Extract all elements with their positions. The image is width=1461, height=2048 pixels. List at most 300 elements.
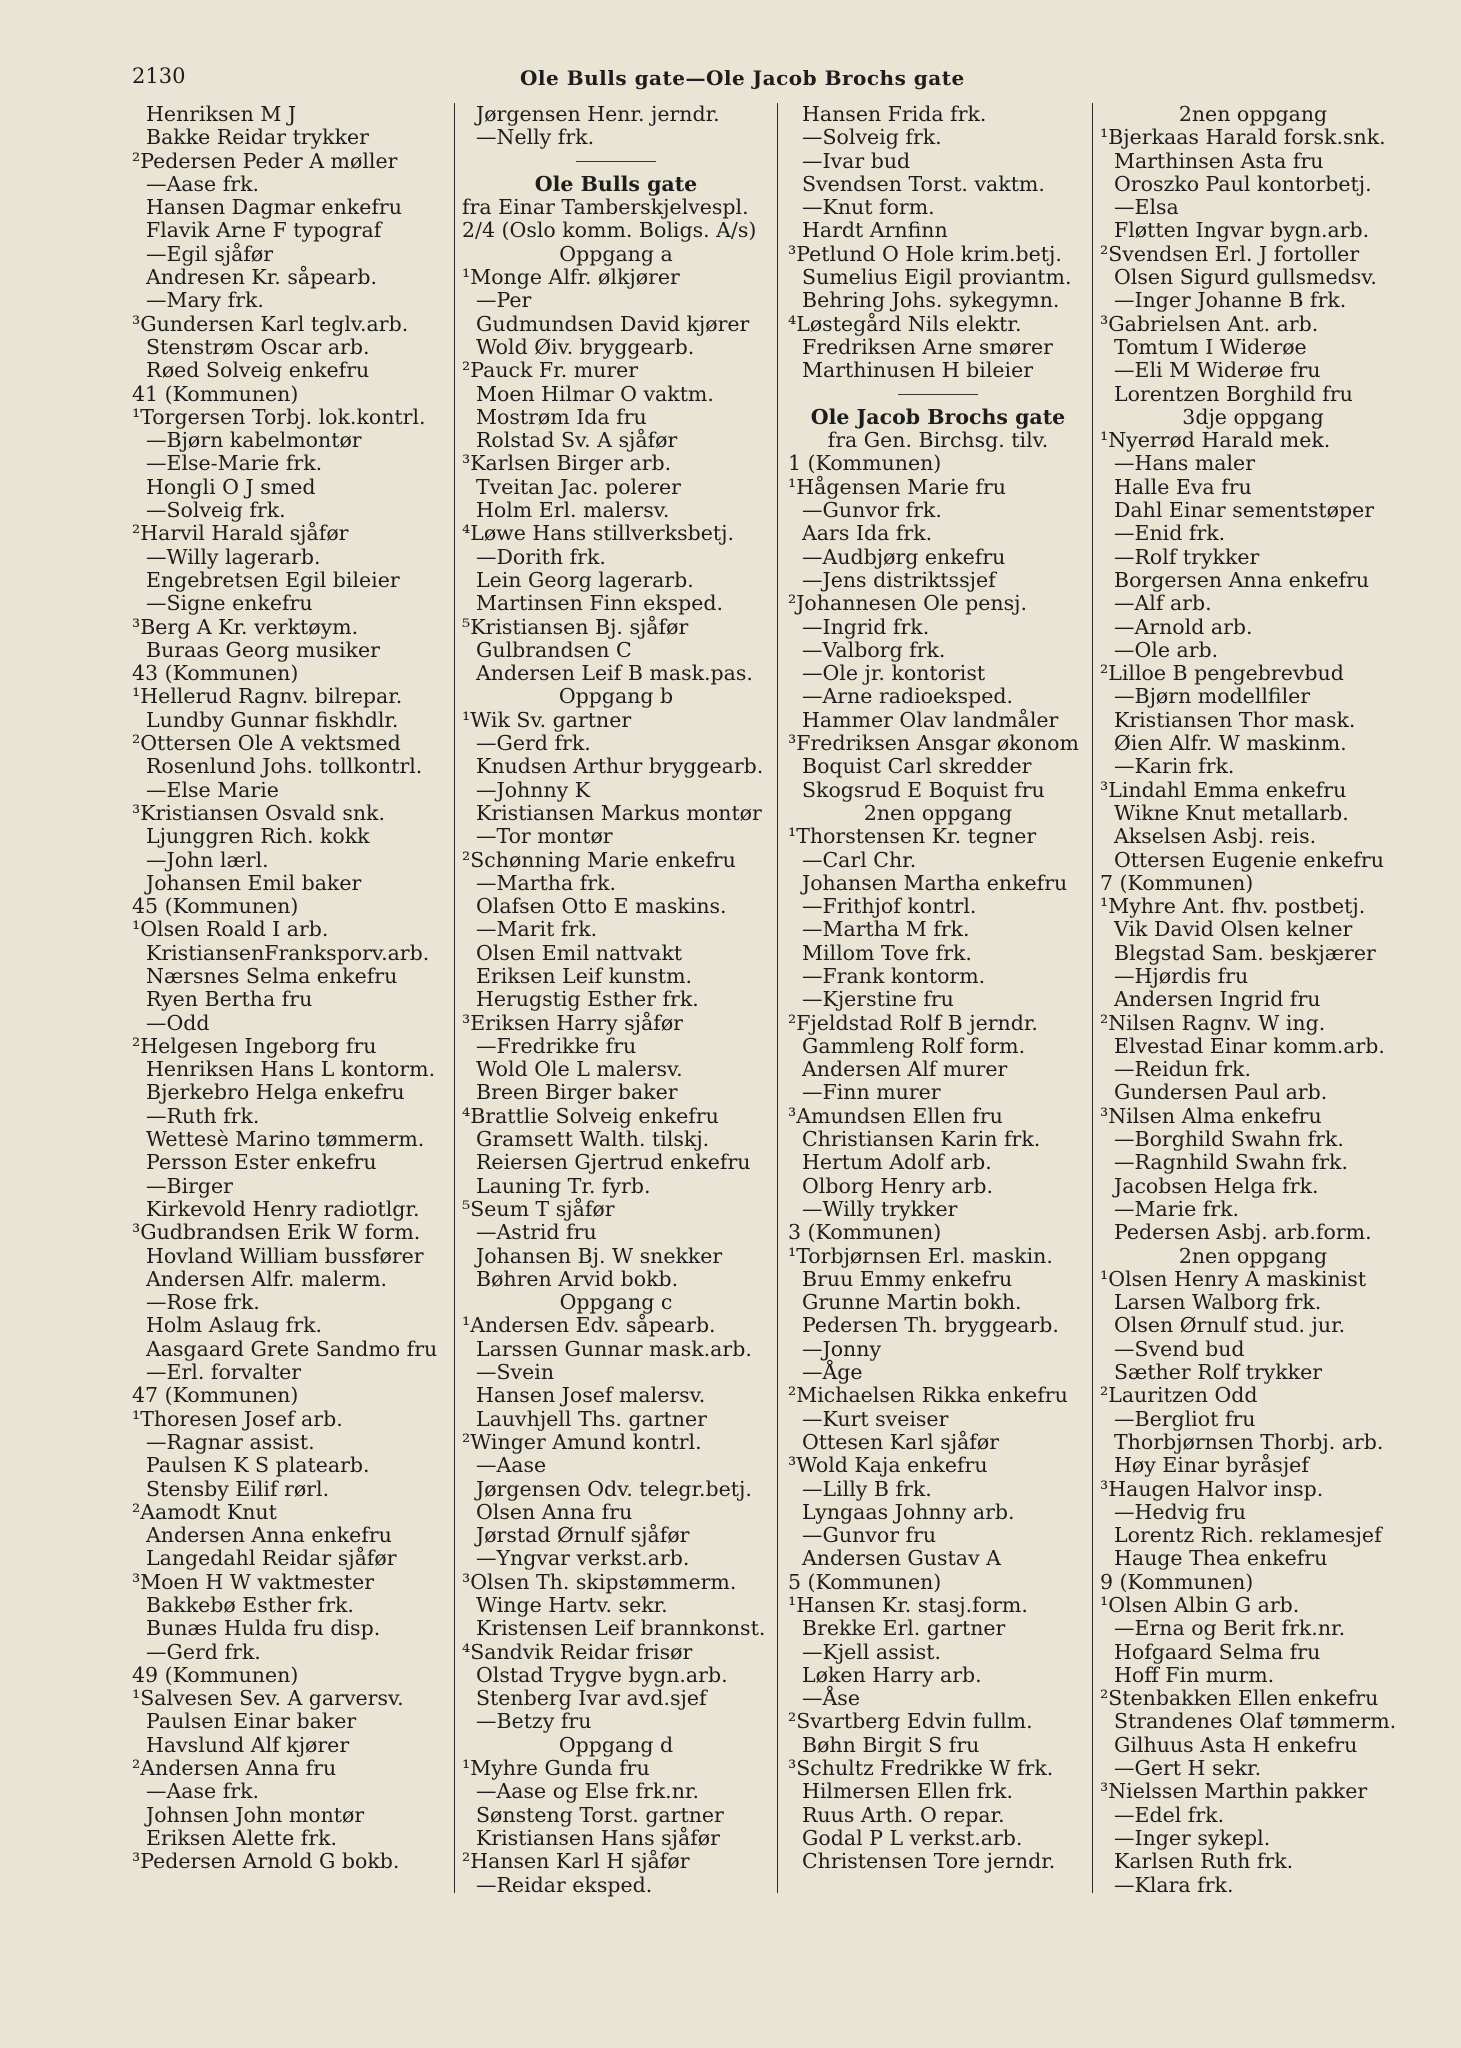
resident-entry: Hansen Dagmar enkefru [146,195,402,220]
resident-entry: Elvestad Einar komm.arb. [1114,1033,1385,1058]
resident-entry: Johansen Martha enkefru [802,870,1068,895]
resident-entry: Hoff Fin murm. [1114,1662,1275,1687]
resident-entry: —Erna og Berit frk.nr. [1114,1616,1346,1641]
resident-entry: Sønsteng Torst. gartner [476,1802,724,1827]
resident-entry: —Valborg frk. [802,637,946,662]
resident-entry: ³Pedersen Arnold G bokb. [132,1849,400,1874]
resident-entry: Eriksen Alette frk. [146,1825,338,1850]
house-number: 41 (Kommunen) [132,381,299,406]
resident-entry: Hertum Adolf arb. [802,1150,992,1175]
resident-entry: —Astrid fru [476,1220,597,1245]
resident-entry: ¹Bjerkaas Harald forsk.snk. [1100,125,1386,150]
resident-entry: —Per [476,288,532,313]
resident-entry: —Ragnar assist. [146,1429,315,1454]
resident-entry: ²Hansen Karl H sjåfør [462,1849,690,1874]
resident-entry: Hansen Josef malersv. [476,1383,706,1408]
resident-entry: —Else-Marie frk. [146,451,323,476]
resident-entry: ¹Olsen Albin G arb. [1100,1593,1300,1617]
resident-entry: ³Eriksen Harry sjåfør [462,1010,683,1035]
resident-entry: ⁴Løwe Hans stillverksbetj. [462,521,734,546]
resident-entry: Oroszko Paul kontorbetj. [1114,171,1372,196]
resident-entry: —Frank kontorm. [802,963,986,988]
resident-entry: —Aase frk. [146,1779,260,1804]
resident-entry: ³Kristiansen Osvald snk. [132,800,385,825]
resident-entry: Christensen Tore jerndr. [802,1849,1056,1874]
resident-entry: Bruu Emmy enkefru [802,1266,1013,1291]
resident-entry: ¹Monge Alfr. ølkjører [462,265,680,290]
section-subheading: fra Gen. Birchsg. tilv. [827,428,1049,453]
resident-entry: ³Lindahl Emma enkefru [1100,777,1347,802]
resident-entry: Olsen Anna fru [476,1499,633,1524]
resident-entry: Andersen Gustav A [802,1546,1001,1571]
resident-entry: Olsen Sigurd gullsmedsv. [1114,265,1377,290]
resident-entry: Thorbjørnsen Thorbj. arb. [1114,1429,1384,1454]
house-number: 1 (Kommunen) [788,451,942,476]
resident-entry: ¹Hansen Kr. stasj.form. [788,1593,1028,1617]
resident-entry: Buraas Georg musiker [146,637,380,662]
resident-entry: Lyngaas Johnny arb. [802,1499,1015,1524]
section-subheading: 2nen oppgang [1178,102,1328,126]
resident-entry: ¹Torgersen Torbj. lok.kontrl. [132,404,426,429]
resident-entry: Olstad Trygve bygn.arb. [476,1662,728,1687]
resident-entry: ³Moen H W vaktmester [132,1569,375,1594]
resident-entry: —Borghild Swahn frk. [1114,1127,1344,1152]
resident-entry: Skogsrud E Boquist fru [802,777,1045,802]
column-3 [788,103,1088,1874]
resident-entry: —Frithjof kontrl. [802,894,977,919]
resident-entry: Rolstad Sv. A sjåfør [476,428,678,453]
resident-entry: Akselsen Asbj. reis. [1114,824,1317,849]
resident-entry: Grunne Martin bokh. [802,1290,1022,1315]
resident-entry: Bøhren Arvid bokb. [476,1266,679,1291]
resident-entry: ²Ottersen Ole A vektsmed [132,731,401,756]
column-divider [777,103,778,1893]
resident-entry: —Marie frk. [1114,1196,1240,1221]
resident-entry: Johansen Bj. W snekker [476,1243,723,1268]
resident-entry: Aasgaard Grete Sandmo fru [146,1336,438,1361]
resident-entry: Ottersen Eugenie enkefru [1114,847,1384,872]
resident-entry: Herugstig Esther frk. [476,987,699,1012]
resident-entry: —Svend bud [1114,1336,1245,1361]
resident-entry: Nærsnes Selma enkefru [146,963,398,988]
resident-entry: ²Lauritzen Odd [1100,1383,1258,1408]
resident-entry: Gramsett Walth. tilskj. [476,1127,710,1152]
resident-entry: Flavik Arne F typograf [146,218,382,243]
resident-entry: —Rolf trykker [1114,544,1260,569]
resident-entry: ³Nielssen Marthin pakker [1100,1779,1368,1804]
resident-entry: ²Nilsen Ragnv. W ing. [1100,1010,1326,1035]
resident-entry: —Solveig frk. [146,498,286,523]
resident-entry: ¹Salvesen Sev. A garversv. [132,1686,404,1711]
resident-entry: —Ingrid frk. [802,614,930,639]
house-number: 9 (Kommunen) [1100,1569,1254,1594]
resident-entry: Boquist Carl skredder [802,754,1032,779]
resident-entry: —Hans maler [1114,451,1255,476]
resident-entry: ³Gudbrandsen Erik W form. [132,1220,421,1245]
resident-entry: ³Karlsen Birger arb. [462,451,672,476]
resident-entry: ¹Thorstensen Kr. tegner [788,824,1037,849]
resident-entry: Mostrøm Ida fru [476,404,647,429]
resident-entry: Hovland William bussfører [146,1243,424,1268]
resident-entry: Fredriksen Arne smører [802,334,1053,359]
resident-entry: Knudsen Arthur bryggearb. [476,754,764,779]
resident-entry: ¹Olsen Roald I arb. [132,917,329,942]
resident-entry: Gulbrandsen C [476,637,632,662]
resident-entry: —Reidar eksped. [476,1872,653,1897]
resident-entry: —Audbjørg enkefru [802,544,1006,569]
resident-entry: —Marit frk. [476,917,598,942]
resident-entry: —Knut form. [802,195,935,220]
resident-entry: Brekke Erl. gartner [802,1616,1006,1641]
resident-entry: Kristiansen Hans sjåfør [476,1825,720,1850]
resident-entry: ²Harvil Harald sjåfør [132,521,349,546]
resident-entry: Løken Harry arb. [802,1662,982,1687]
resident-entry: —Erl. forvalter [146,1360,302,1385]
resident-entry: Langedahl Reidar sjåfør [146,1546,397,1571]
resident-entry: ¹Torbjørnsen Erl. maskin. [788,1243,1053,1268]
resident-entry: —Elsa [1114,195,1179,220]
resident-entry: —Ruth frk. [146,1103,260,1128]
resident-entry: ³Haugen Halvor insp. [1100,1476,1324,1501]
resident-entry: ⁵Seum T sjåfør [462,1196,615,1221]
house-number: 43 (Kommunen) [132,661,299,686]
resident-entry: —Mary frk. [146,288,264,313]
resident-entry: —Finn murer [802,1080,941,1105]
resident-entry: Hilmersen Ellen frk. [802,1779,1013,1804]
resident-entry: —Reidun frk. [1114,1057,1251,1082]
resident-entry: Lundby Gunnar fiskhdlr. [146,707,399,732]
resident-entry: —Birger [146,1173,233,1198]
resident-entry: Andersen Anna enkefru [146,1523,392,1548]
resident-entry: Olsen Emil nattvakt [476,940,683,965]
resident-entry: —Aase [476,1453,547,1478]
resident-entry: Havslund Alf kjører [146,1732,350,1757]
resident-entry: Olafsen Otto E maskins. [476,894,727,919]
resident-entry: Larssen Gunnar mask.arb. [476,1336,752,1361]
section-rule [788,383,1088,406]
resident-entry: Pedersen Th. bryggearb. [802,1313,1059,1338]
resident-entry: Larsen Walborg frk. [1114,1290,1322,1315]
resident-entry: ¹Thoresen Josef arb. [132,1406,343,1431]
resident-entry: —Rose frk. [146,1290,260,1315]
resident-entry: Johansen Emil baker [146,870,362,895]
resident-entry: —Klara frk. [1114,1872,1234,1897]
resident-entry: ³Olsen Th. skipstømmerm. [462,1569,737,1594]
house-number: 7 (Kommunen) [1100,870,1254,895]
resident-entry: Engebretsen Egil bileier [146,567,400,592]
resident-entry: ⁴Løstegård Nils elektr. [788,311,1022,336]
resident-entry: Wikne Knut metallarb. [1114,800,1349,825]
resident-entry: Lauvhjell Ths. gartner [476,1406,707,1431]
resident-entry: Kristiansen Markus montør [476,800,762,825]
resident-entry: Wold Ole L malersv. [476,1057,683,1082]
resident-entry: Stenberg Ivar avd.sjef [476,1686,707,1711]
resident-entry: Hofgaard Selma fru [1114,1639,1321,1664]
street-heading: Ole Bulls gate [534,171,698,196]
resident-entry: —Betzy fru [476,1709,592,1734]
resident-entry: Henriksen Hans L kontorm. [146,1057,436,1082]
section-subheading: Oppgang d [558,1732,674,1757]
resident-entry: ¹Andersen Edv. såpearb. [462,1313,716,1338]
resident-entry: —Fredrikke fru [476,1033,637,1058]
resident-entry: —Willy trykker [802,1196,958,1221]
resident-entry: Ryen Bertha fru [146,987,313,1012]
resident-entry: Hansen Frida frk. [802,102,987,126]
section-subheading: Oppgang a [559,241,673,266]
resident-entry: —Gunvor frk. [802,498,942,523]
resident-entry: Pedersen Asbj. arb.form. [1114,1220,1372,1245]
house-number: 3 (Kommunen) [788,1220,942,1245]
resident-entry: —Aase frk. [146,171,260,196]
section-subheading: Oppgang c [559,1290,673,1315]
resident-entry: Gudmundsen David kjører [476,311,750,336]
resident-entry: ²Lilloe B pengebrevbud [1100,661,1344,686]
resident-entry: —John lærl. [146,847,269,872]
resident-entry: Sumelius Eigil proviantm. [802,265,1072,290]
page-title: Ole Bulls gate—Ole Jacob Brochs gate [520,66,965,90]
resident-entry: ²Aamodt Knut [132,1499,277,1524]
resident-entry: ³Nilsen Alma enkefru [1100,1103,1322,1128]
resident-entry: Aars Ida frk. [802,521,933,546]
resident-entry: —Willy lagerarb. [146,544,321,569]
resident-entry: Andresen Kr. såpearb. [146,265,377,290]
resident-entry: ¹Hellerud Ragnv. bilrepar. [132,684,403,709]
resident-entry: ⁴Sandvik Reidar frisør [462,1639,693,1664]
resident-entry: Andersen Ingrid fru [1114,987,1321,1012]
resident-entry: ¹Wik Sv. gartner [462,707,632,732]
resident-entry: —Inger Johanne B frk. [1114,288,1347,313]
resident-entry: Tomtum I Widerøe [1114,334,1307,359]
resident-entry: ¹Hågensen Marie fru [788,474,1006,499]
resident-entry: —Martha frk. [476,870,617,895]
resident-entry: Marthinusen H bileier [802,358,1034,383]
resident-entry: —Karin frk. [1114,754,1235,779]
house-number: 5 (Kommunen) [788,1569,942,1594]
resident-entry: —Yngvar verkst.arb. [476,1546,690,1571]
resident-entry: Gammleng Rolf form. [802,1033,1026,1058]
resident-entry: Hauge Thea enkefru [1114,1546,1328,1571]
resident-entry: fra Einar Tamberskjelvespl. [462,195,749,220]
page-number: 2130 [132,64,186,88]
resident-entry: Ottesen Karl sjåfør [802,1429,1000,1454]
resident-entry: Godal P L verkst.arb. [802,1825,1023,1850]
resident-entry: ³Gabrielsen Ant. arb. [1100,311,1319,336]
resident-entry: Blegstad Sam. beskjærer [1114,940,1376,965]
resident-entry: ²Svartberg Edvin fullm. [788,1709,1033,1734]
resident-entry: —Else Marie [146,777,279,802]
resident-entry: Rosenlund Johs. tollkontrl. [146,754,423,779]
resident-entry: Lein Georg lagerarb. [476,567,694,592]
resident-entry: Eriksen Leif kunstm. [476,963,693,988]
resident-entry: —Bjørn modellfiler [1114,684,1311,709]
resident-entry: Olborg Henry arb. [802,1173,994,1198]
resident-entry: Christiansen Karin frk. [802,1127,1041,1152]
house-number: 47 (Kommunen) [132,1383,299,1408]
resident-entry: ²Stenbakken Ellen enkefru [1100,1686,1379,1711]
resident-entry: —Jonny [802,1336,882,1361]
resident-entry: —Åse [802,1686,860,1711]
resident-entry: —Kjell assist. [802,1639,942,1664]
resident-entry: Olsen Ørnulf stud. jur. [1114,1313,1346,1338]
resident-entry: Jacobsen Helga frk. [1114,1173,1319,1198]
resident-entry: Lorentzen Borghild fru [1114,381,1353,406]
resident-entry: ²Johannesen Ole pensj. [788,591,1027,616]
resident-entry: Wold Øiv. bryggearb. [476,334,695,359]
resident-entry: Andersen Alf murer [802,1057,1008,1082]
resident-entry: Ruus Arth. O repar. [802,1802,1005,1827]
column-4 [1100,103,1406,1897]
resident-entry: —Gert H sekr. [1114,1756,1262,1781]
resident-entry: ²Andersen Anna fru [132,1756,337,1781]
street-heading: Ole Jacob Brochs gate [810,404,1066,429]
resident-entry: —Hedvig fru [1114,1499,1246,1524]
resident-entry: Winge Hartv. sekr. [476,1593,668,1617]
resident-entry: Strandenes Olaf tømmerm. [1114,1709,1397,1734]
resident-entry: —Kurt sveiser [802,1406,949,1431]
resident-entry: Høy Einar byråsjef [1114,1453,1309,1478]
resident-entry: —Jens distriktssjef [802,567,996,592]
resident-entry: ²Svendsen Erl. J fortoller [1100,241,1360,266]
resident-entry: —Signe enkefru [146,591,313,616]
resident-entry: Jørstad Ørnulf sjåfør [476,1523,690,1548]
resident-entry: Holm Erl. malersv. [476,498,670,523]
resident-entry: —Ragnhild Swahn frk. [1114,1150,1348,1175]
resident-entry: Fløtten Ingvar bygn.arb. [1114,218,1370,243]
resident-entry: Jørgensen Odv. telegr.betj. [476,1476,752,1501]
resident-entry: —Lilly B frk. [802,1476,932,1501]
resident-entry: —Tor montør [476,824,613,849]
resident-entry: Borgersen Anna enkefru [1114,567,1370,592]
section-subheading: Oppgang b [558,684,674,709]
resident-entry: Hongli O J smed [146,474,316,499]
house-number: 2/4 (Oslo komm. Boligs. A/s) [462,218,757,243]
resident-entry: Ljunggren Rich. kokk [146,824,370,849]
resident-entry: —Gunvor fru [802,1523,937,1548]
resident-entry: ⁵Kristiansen Bj. sjåfør [462,614,689,639]
resident-entry: Røed Solveig enkefru [146,358,370,383]
resident-entry: ³Schultz Fredrikke W frk. [788,1756,1054,1781]
column-1 [132,103,454,1874]
resident-entry: —Gerd frk. [476,731,591,756]
resident-entry: Wettesè Marino tømmerm. [146,1127,425,1152]
resident-entry: Bunæs Hulda fru disp. [146,1616,381,1641]
resident-entry: ²Pedersen Peder A møller [132,148,398,173]
resident-entry: Jørgensen Henr. jerndr. [476,102,720,126]
resident-entry: ¹Myhre Gunda fru [462,1756,650,1781]
resident-entry: —Enid frk. [1114,521,1226,546]
house-number: 45 (Kommunen) [132,894,299,919]
resident-entry: Bakke Reidar trykker [146,125,369,150]
resident-entry: Kristiansen Thor mask. [1114,707,1356,732]
resident-entry: —Carl Chr. [802,847,917,872]
resident-entry: ⁴Brattlie Solveig enkefru [462,1103,719,1128]
resident-entry: ³Gundersen Karl teglv.arb. [132,311,409,336]
resident-entry: —Ivar bud [802,148,911,173]
resident-entry: —Alf arb. [1114,591,1212,616]
resident-entry: Hardt Arnfinn [802,218,948,243]
section-rule [462,150,770,173]
resident-entry: —Nelly frk. [476,125,595,150]
resident-entry: Johnsen John montør [146,1802,365,1827]
resident-entry: Svendsen Torst. vaktm. [802,171,1045,196]
resident-entry: Henriksen M J [146,102,297,126]
resident-entry: Øien Alfr. W maskinm. [1114,731,1347,756]
resident-entry: —Edel frk. [1114,1802,1225,1827]
resident-entry: Halle Eva fru [1114,474,1252,499]
column-divider [1092,103,1093,1893]
resident-entry: Dahl Einar sementstøper [1114,498,1375,523]
resident-entry: Moen Hilmar O vaktm. [476,381,714,406]
resident-entry: Lorentz Rich. reklamesjef [1114,1523,1382,1548]
resident-entry: —Johnny K [476,777,591,802]
resident-entry: Behring Johs. sykegymn. [802,288,1060,313]
resident-entry: ³Berg A Kr. verktøym. [132,614,359,639]
resident-entry: Stensby Eilif rørl. [146,1476,330,1501]
resident-entry: ³Wold Kaja enkefru [788,1453,988,1478]
resident-entry: Paulsen Einar baker [146,1709,357,1734]
resident-entry: Sæther Rolf trykker [1114,1360,1323,1385]
resident-entry: Andersen Leif B mask.pas. [476,661,753,686]
section-subheading: 2nen oppgang [1178,1243,1328,1268]
resident-entry: Bøhn Birgit S fru [802,1732,980,1757]
resident-entry: —Inger sykepl. [1114,1825,1271,1850]
resident-entry: Hammer Olav landmåler [802,707,1059,732]
house-number: 49 (Kommunen) [132,1662,299,1687]
resident-entry: —Bjørn kabelmontør [146,428,362,453]
resident-entry: —Ole arb. [1114,637,1219,662]
resident-entry: —Dorith frk. [476,544,606,569]
resident-entry: —Eli M Widerøe fru [1114,358,1321,383]
resident-entry: ²Michaelsen Rikka enkefru [788,1383,1068,1408]
resident-entry: —Arnold arb. [1114,614,1253,639]
resident-entry: Breen Birger baker [476,1080,678,1105]
resident-entry: Holm Aslaug frk. [146,1313,323,1338]
resident-entry: Paulsen K S platearb. [146,1453,370,1478]
resident-entry: —Kjerstine fru [802,987,954,1012]
section-subheading: 2nen oppgang [863,800,1013,825]
resident-entry: ²Fjeldstad Rolf B jerndr. [788,1010,1038,1035]
resident-entry: —Martha M frk. [802,917,970,942]
resident-entry: —Solveig frk. [802,125,942,150]
resident-entry: ¹Olsen Henry A maskinist [1100,1266,1367,1291]
column-2 [462,103,770,1897]
resident-entry: Gilhuus Asta H enkefru [1114,1732,1358,1757]
resident-entry: ²Winger Amund kontrl. [462,1429,702,1454]
resident-entry: —Svein [476,1360,555,1385]
resident-entry: ³Petlund O Hole krim.betj. [788,241,1062,266]
resident-entry: Karlsen Ruth frk. [1114,1849,1294,1874]
resident-entry: Reiersen Gjertrud enkefru [476,1150,751,1175]
resident-entry: Stenstrøm Oscar arb. [146,334,370,359]
resident-entry: —Aase og Else frk.nr. [476,1779,699,1804]
resident-entry: —Bergliot fru [1114,1406,1256,1431]
resident-entry: Persson Ester enkefru [146,1150,377,1175]
resident-entry: —Egil sjåfør [146,241,274,266]
resident-entry: Millom Tove frk. [802,940,972,965]
resident-entry: ²Helgesen Ingeborg fru [132,1033,377,1058]
resident-entry: —Odd [146,1010,210,1035]
resident-entry: —Gerd frk. [146,1639,261,1664]
resident-entry: ²Schønning Marie enkefru [462,847,736,872]
column-divider [454,103,455,1893]
resident-entry: —Arne radioeksped. [802,684,1013,709]
resident-entry: Vik David Olsen kelner [1114,917,1353,942]
resident-entry: ¹Myhre Ant. fhv. postbetj. [1100,894,1366,919]
resident-entry: ¹Nyerrød Harald mek. [1100,428,1331,453]
resident-entry: Bakkebø Esther frk. [146,1593,354,1617]
resident-entry: Tveitan Jac. polerer [476,474,681,499]
resident-entry: ³Amundsen Ellen fru [788,1103,1003,1128]
